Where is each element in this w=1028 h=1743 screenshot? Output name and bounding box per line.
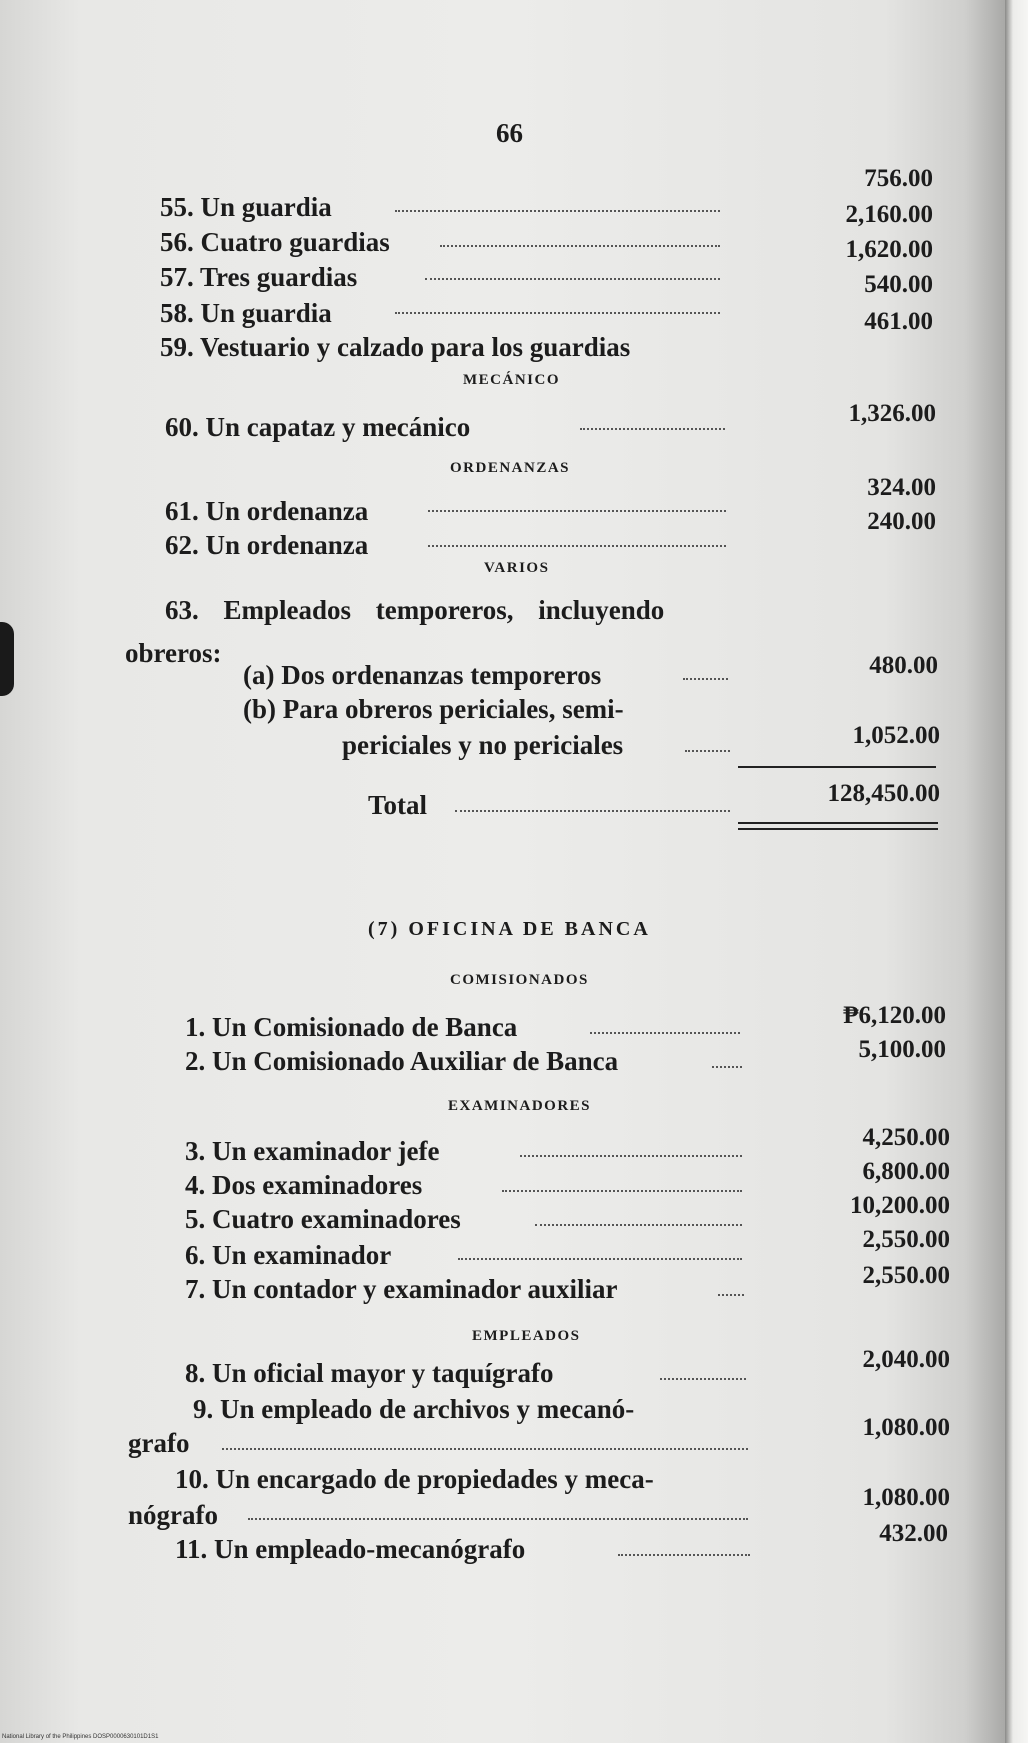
leader-dots [685, 750, 730, 752]
leader-dots [455, 810, 730, 812]
amount-item-60: 1,326.00 [848, 400, 936, 427]
budget-item-56: 56. Cuatro guardias [160, 227, 390, 257]
leader-dots [502, 1190, 742, 1192]
budget-item-2: 2. Un Comisionado Auxiliar de Banca [185, 1046, 619, 1076]
leader-dots [590, 1032, 740, 1034]
amount-item-10: 1,080.00 [862, 1484, 950, 1511]
amount-item-11: 432.00 [879, 1520, 948, 1547]
budget-item-8: 8. Un oficial mayor y taquígrafo [185, 1358, 554, 1388]
subheading-empleados: EMPLEADOS [472, 1328, 581, 1344]
amount-item-57: 1,620.00 [845, 236, 933, 263]
leader-dots [660, 1378, 746, 1380]
leader-dots [520, 1155, 742, 1157]
budget-item-4: 4. Dos examinadores [185, 1170, 423, 1200]
budget-item-62: 62. Un ordenanza [165, 530, 369, 560]
amount-item-56: 2,160.00 [845, 201, 933, 228]
leader-dots [395, 312, 720, 314]
leader-dots [618, 1554, 750, 1556]
budget-item-60: 60. Un capataz y mecánico [165, 412, 471, 442]
total-double-rule-top [738, 822, 938, 824]
amount-item-1: ₱6,120.00 [843, 1002, 946, 1029]
amount-item-61: 324.00 [867, 474, 936, 501]
amount-item-59: 461.00 [864, 308, 933, 335]
budget-item-58: 58. Un guardia [160, 298, 332, 328]
amount-item-3: 4,250.00 [862, 1124, 950, 1151]
budget-item-10-continued: nógrafo [128, 1500, 218, 1530]
archive-footer: National Library of the Philippines DOSP0000630101D1S1 [2, 1734, 159, 1740]
leader-dots [425, 278, 720, 280]
leader-dots [683, 678, 728, 680]
leader-dots [712, 1066, 742, 1068]
budget-item-63b: (b) Para obreros periciales, semi- [243, 694, 624, 724]
subheading-ordenanzas: ORDENANZAS [450, 460, 571, 476]
budget-item-5: 5. Cuatro examinadores [185, 1204, 461, 1234]
amount-item-55: 756.00 [864, 165, 933, 192]
leader-dots [428, 545, 726, 547]
page-number: 66 [496, 118, 523, 148]
leader-dots [428, 510, 726, 512]
section-title: (7) OFICINA DE BANCA [368, 918, 651, 940]
subheading-comisionados: COMISIONADOS [450, 972, 589, 988]
amount-item-5: 10,200.00 [850, 1192, 950, 1219]
book-spine-edge [1005, 0, 1028, 1743]
leader-dots [395, 210, 720, 212]
amount-item-4: 6,800.00 [862, 1158, 950, 1185]
leader-dots [458, 1258, 742, 1260]
budget-item-9-continued: grafo [128, 1428, 190, 1458]
amount-item-62: 240.00 [867, 508, 936, 535]
total-label: Total [368, 790, 428, 820]
budget-item-10: 10. Un encargado de propiedades y meca- [175, 1464, 654, 1494]
budget-item-63b-continued: periciales y no periciales [342, 730, 624, 760]
subheading-mecanico: MECÁNICO [463, 372, 560, 388]
amount-item-6: 2,550.00 [862, 1226, 950, 1253]
amount-item-8: 2,040.00 [862, 1346, 950, 1373]
budget-item-3: 3. Un examinador jefe [185, 1136, 440, 1166]
leader-dots [248, 1518, 748, 1520]
amount-item-63b: 1,052.00 [852, 722, 940, 749]
amount-item-58: 540.00 [864, 271, 933, 298]
binding-hole [0, 622, 14, 696]
budget-item-1: 1. Un Comisionado de Banca [185, 1012, 518, 1042]
budget-item-63: 63. Empleados temporeros, incluyendo [165, 595, 665, 625]
budget-item-7: 7. Un contador y examinador auxiliar [185, 1274, 618, 1304]
leader-dots [580, 428, 725, 430]
subheading-examinadores: EXAMINADORES [448, 1098, 592, 1114]
subheading-varios: VARIOS [484, 560, 550, 576]
budget-item-63-continued: obreros: [125, 638, 222, 668]
amount-item-7: 2,550.00 [862, 1262, 950, 1289]
total-double-rule-bottom [738, 828, 938, 830]
amount-item-2: 5,100.00 [858, 1036, 946, 1063]
budget-item-63a: (a) Dos ordenanzas temporeros [243, 660, 602, 690]
subtotal-rule [738, 766, 936, 768]
total-amount: 128,450.00 [827, 780, 940, 807]
leader-dots [718, 1294, 744, 1296]
leader-dots [222, 1448, 748, 1450]
budget-item-59: 59. Vestuario y calzado para los guardias [160, 332, 631, 362]
budget-item-9: 9. Un empleado de archivos y mecanó- [193, 1394, 635, 1424]
budget-item-11: 11. Un empleado-mecanógrafo [175, 1534, 526, 1564]
budget-item-6: 6. Un examinador [185, 1240, 392, 1270]
budget-item-57: 57. Tres guardias [160, 262, 358, 292]
budget-item-61: 61. Un ordenanza [165, 496, 369, 526]
amount-item-63a: 480.00 [869, 652, 938, 679]
budget-item-55: 55. Un guardia [160, 192, 332, 222]
leader-dots [535, 1224, 742, 1226]
leader-dots [440, 245, 720, 247]
amount-item-9: 1,080.00 [862, 1414, 950, 1441]
